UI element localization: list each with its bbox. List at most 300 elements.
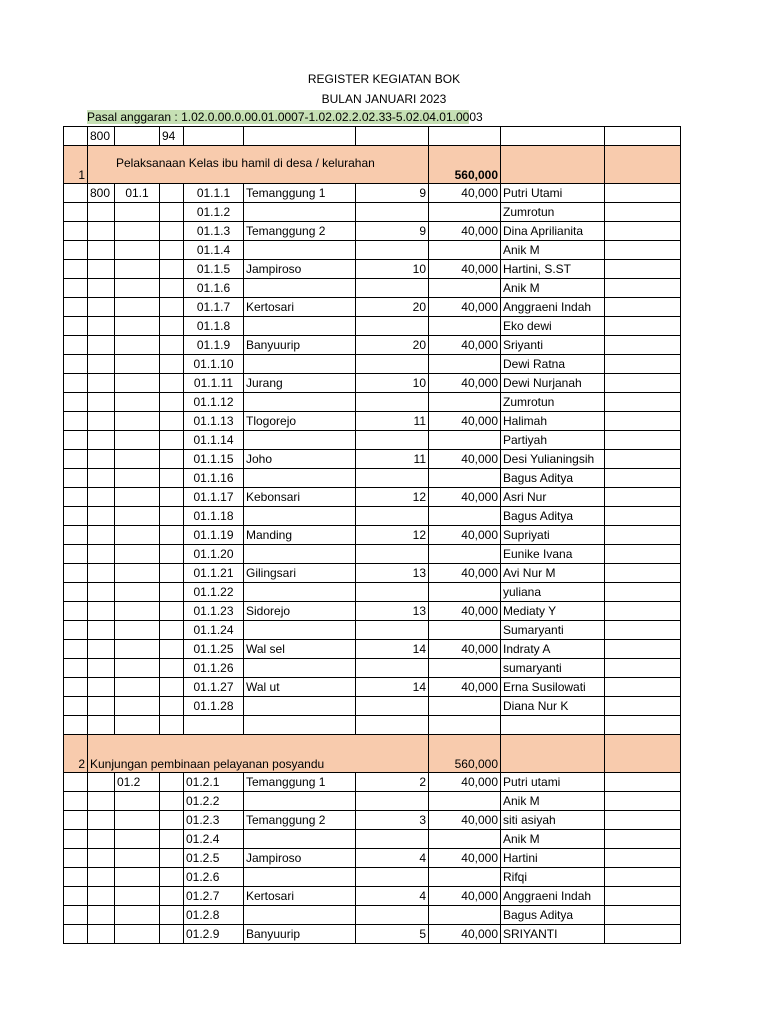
empty-cell [115, 640, 160, 659]
empty-cell [115, 279, 160, 298]
sub-activity-code: 01.2.3 [184, 811, 244, 830]
empty-cell [88, 545, 115, 564]
amount: 40,000 [429, 450, 501, 469]
sub-activity-code: 01.2.9 [184, 925, 244, 944]
empty-cell [160, 488, 184, 507]
empty-cell [64, 374, 88, 393]
section-title: Pelaksanaan Kelas ibu hamil di desa / kelurahan [116, 156, 375, 170]
empty-cell [64, 336, 88, 355]
empty-cell [160, 545, 184, 564]
officer-name: sumaryanti [501, 659, 605, 678]
empty-cell [64, 431, 88, 450]
officer-name: yuliana [501, 583, 605, 602]
quantity: 5 [356, 925, 429, 944]
quantity: 14 [356, 640, 429, 659]
quantity: 20 [356, 298, 429, 317]
officer-name: Eko dewi [501, 317, 605, 336]
amount [429, 393, 501, 412]
empty-cell [64, 792, 88, 811]
empty-cell [115, 564, 160, 583]
location [244, 792, 356, 811]
location [244, 697, 356, 716]
sub-activity-code: 01.2.4 [184, 830, 244, 849]
empty-cell [88, 564, 115, 583]
empty-cell [356, 716, 429, 735]
empty-cell [605, 735, 681, 773]
empty-cell [605, 203, 681, 222]
empty-cell [115, 811, 160, 830]
table-row [64, 260, 681, 279]
register-title: REGISTER KEGIATAN BOK [307, 72, 461, 86]
empty-cell [605, 298, 681, 317]
empty-cell [160, 792, 184, 811]
empty-cell [88, 317, 115, 336]
sub-activity-code: 01.1.5 [184, 260, 244, 279]
sub-activity-code: 01.1.16 [184, 469, 244, 488]
sub-activity-code: 01.1.21 [184, 564, 244, 583]
officer-name: Diana Nur K [501, 697, 605, 716]
location: Banyuurip [244, 336, 356, 355]
empty-cell [88, 678, 115, 697]
quantity [356, 697, 429, 716]
sub-activity-code: 01.1.19 [184, 526, 244, 545]
empty-cell [88, 336, 115, 355]
empty-cell [605, 830, 681, 849]
empty-cell [160, 279, 184, 298]
sub-activity-code: 01.1.12 [184, 393, 244, 412]
officer-name: Anik M [501, 792, 605, 811]
location [244, 659, 356, 678]
amount: 40,000 [429, 184, 501, 203]
empty-cell [115, 469, 160, 488]
amount [429, 431, 501, 450]
empty-cell [64, 317, 88, 336]
empty-cell [605, 564, 681, 583]
empty-cell [605, 526, 681, 545]
table-row [64, 868, 681, 887]
sub-activity-code: 01.2.2 [184, 792, 244, 811]
table-row [64, 526, 681, 545]
location [244, 583, 356, 602]
amount [429, 906, 501, 925]
empty-cell [64, 488, 88, 507]
amount [429, 621, 501, 640]
account-code [88, 773, 115, 792]
amount: 40,000 [429, 412, 501, 431]
amount [429, 355, 501, 374]
sub-activity-code: 01.1.25 [184, 640, 244, 659]
quantity [356, 868, 429, 887]
amount: 40,000 [429, 526, 501, 545]
empty-cell [160, 241, 184, 260]
sub-activity-code: 01.1.15 [184, 450, 244, 469]
amount: 40,000 [429, 887, 501, 906]
empty-cell [88, 887, 115, 906]
empty-cell [64, 469, 88, 488]
table-row [64, 697, 681, 716]
table-row [64, 621, 681, 640]
empty-cell [88, 374, 115, 393]
location: Temanggung 2 [244, 222, 356, 241]
table-row [64, 678, 681, 697]
sub-activity-code: 01.1.22 [184, 583, 244, 602]
table-row [64, 659, 681, 678]
empty-cell [64, 697, 88, 716]
empty-cell [160, 450, 184, 469]
table-row [64, 412, 681, 431]
quantity: 14 [356, 678, 429, 697]
amount [429, 317, 501, 336]
table-row [64, 355, 681, 374]
activity-code: 01.2 [115, 773, 160, 792]
empty-cell [64, 621, 88, 640]
empty-cell [88, 526, 115, 545]
location [244, 431, 356, 450]
officer-name: Anggraeni Indah [501, 887, 605, 906]
empty-cell [160, 526, 184, 545]
location [244, 317, 356, 336]
section-total: 560,000 [429, 146, 501, 184]
empty-cell [64, 602, 88, 621]
table-row [64, 279, 681, 298]
location: Gilingsari [244, 564, 356, 583]
empty-cell [160, 811, 184, 830]
empty-cell [160, 374, 184, 393]
amount [429, 203, 501, 222]
empty-cell [605, 146, 681, 184]
empty-cell [605, 507, 681, 526]
amount: 40,000 [429, 374, 501, 393]
location: Jampiroso [244, 849, 356, 868]
empty-cell [64, 906, 88, 925]
location: Tlogorejo [244, 412, 356, 431]
empty-cell [605, 621, 681, 640]
quantity: 9 [356, 184, 429, 203]
officer-name: Mediaty Y [501, 602, 605, 621]
sub-activity-code: 01.1.28 [184, 697, 244, 716]
empty-cell [64, 659, 88, 678]
location: Wal ut [244, 678, 356, 697]
empty-cell [160, 583, 184, 602]
table-row [64, 811, 681, 830]
empty-cell [160, 868, 184, 887]
amount: 40,000 [429, 488, 501, 507]
empty-cell [605, 469, 681, 488]
empty-cell [160, 393, 184, 412]
empty-cell [64, 678, 88, 697]
sub-activity-code: 01.1.17 [184, 488, 244, 507]
empty-cell [605, 583, 681, 602]
table-row [64, 469, 681, 488]
empty-cell [160, 602, 184, 621]
empty-cell [605, 393, 681, 412]
officer-name: Desi Yulianingsih [501, 450, 605, 469]
section-header-row [64, 146, 681, 184]
officer-name: Bagus Aditya [501, 469, 605, 488]
location [244, 830, 356, 849]
table-row [64, 640, 681, 659]
location: Wal sel [244, 640, 356, 659]
empty-cell [88, 412, 115, 431]
empty-cell [88, 507, 115, 526]
quantity [356, 906, 429, 925]
quantity [356, 431, 429, 450]
empty-cell [160, 678, 184, 697]
empty-cell [64, 811, 88, 830]
empty-cell [88, 393, 115, 412]
empty-cell [244, 716, 356, 735]
sub-activity-code: 01.1.2 [184, 203, 244, 222]
quantity [356, 469, 429, 488]
empty-cell [115, 393, 160, 412]
empty-cell [64, 640, 88, 659]
location: Jurang [244, 374, 356, 393]
location: Joho [244, 450, 356, 469]
empty-cell [88, 868, 115, 887]
empty-cell [115, 222, 160, 241]
table-row [64, 583, 681, 602]
empty-cell [64, 298, 88, 317]
quantity [356, 355, 429, 374]
empty-cell [88, 792, 115, 811]
empty-cell [115, 488, 160, 507]
empty-cell [605, 659, 681, 678]
empty-cell [115, 906, 160, 925]
quantity [356, 583, 429, 602]
empty-cell [605, 488, 681, 507]
empty-cell [605, 602, 681, 621]
sub-activity-code: 01.1.14 [184, 431, 244, 450]
empty-cell [88, 621, 115, 640]
location [244, 507, 356, 526]
location: Temanggung 1 [244, 184, 356, 203]
location [244, 469, 356, 488]
empty-cell [64, 412, 88, 431]
amount: 40,000 [429, 773, 501, 792]
table-row [64, 792, 681, 811]
sub-activity-code: 01.2.5 [184, 849, 244, 868]
quantity: 4 [356, 849, 429, 868]
empty-cell [115, 260, 160, 279]
code-cell: 94 [160, 127, 184, 146]
empty-cell [605, 906, 681, 925]
sub-activity-code: 01.1.10 [184, 355, 244, 374]
empty-cell [605, 697, 681, 716]
section-header-row [64, 735, 681, 773]
empty-cell [115, 241, 160, 260]
register-subtitle: BULAN JANUARI 2023 [321, 92, 447, 106]
empty-cell [88, 640, 115, 659]
spacer-row [64, 716, 681, 735]
quantity: 11 [356, 450, 429, 469]
sub-activity-code: 01.1.23 [184, 602, 244, 621]
empty-cell [115, 526, 160, 545]
code-row [64, 127, 681, 146]
empty-cell [88, 602, 115, 621]
sub-activity-code: 01.1.13 [184, 412, 244, 431]
quantity: 3 [356, 811, 429, 830]
table-row [64, 450, 681, 469]
amount: 40,000 [429, 564, 501, 583]
quantity [356, 659, 429, 678]
officer-name: Putri utami [501, 773, 605, 792]
quantity: 10 [356, 374, 429, 393]
empty-cell [160, 697, 184, 716]
empty-cell [160, 184, 184, 203]
empty-cell [88, 431, 115, 450]
officer-name: Dewi Ratna [501, 355, 605, 374]
empty-cell [88, 488, 115, 507]
empty-cell [64, 279, 88, 298]
empty-cell [605, 868, 681, 887]
sub-activity-code: 01.1.11 [184, 374, 244, 393]
officer-name: Bagus Aditya [501, 507, 605, 526]
empty-cell [160, 260, 184, 279]
table-row [64, 849, 681, 868]
empty-cell [605, 792, 681, 811]
empty-cell [115, 298, 160, 317]
empty-cell [115, 431, 160, 450]
amount [429, 279, 501, 298]
empty-cell [88, 260, 115, 279]
amount [429, 868, 501, 887]
quantity [356, 545, 429, 564]
empty-cell [64, 450, 88, 469]
empty-cell [64, 716, 88, 735]
empty-cell [64, 355, 88, 374]
empty-cell [115, 317, 160, 336]
amount: 40,000 [429, 640, 501, 659]
empty-cell [88, 697, 115, 716]
quantity [356, 507, 429, 526]
amount [429, 830, 501, 849]
table-row [64, 507, 681, 526]
officer-name: Sriyanti [501, 336, 605, 355]
amount: 40,000 [429, 298, 501, 317]
sub-activity-code: 01.1.4 [184, 241, 244, 260]
location: Jampiroso [244, 260, 356, 279]
officer-name: Anggraeni Indah [501, 298, 605, 317]
empty-cell [64, 203, 88, 222]
officer-name: Partiyah [501, 431, 605, 450]
empty-cell [115, 412, 160, 431]
empty-cell [160, 887, 184, 906]
location: Kertosari [244, 298, 356, 317]
empty-cell [160, 469, 184, 488]
pasal-anggaran-tail: 03 [469, 110, 483, 124]
location: Sidorejo [244, 602, 356, 621]
pasal-anggaran-highlight: Pasal anggaran : 1.02.0.00.0.00.01.0007-1.02.02.2.02.33-5.02.04.01.00 [87, 110, 470, 124]
empty-cell [64, 526, 88, 545]
empty-cell [605, 431, 681, 450]
table-row [64, 203, 681, 222]
officer-name: Avi Nur M [501, 564, 605, 583]
empty-cell [64, 241, 88, 260]
officer-name: Indraty A [501, 640, 605, 659]
location: Banyuurip [244, 925, 356, 944]
location [244, 621, 356, 640]
empty-cell [115, 868, 160, 887]
quantity: 13 [356, 564, 429, 583]
empty-cell [160, 431, 184, 450]
amount [429, 659, 501, 678]
section-number: 1 [64, 146, 88, 184]
empty-cell [115, 602, 160, 621]
table-row [64, 830, 681, 849]
table-row [64, 393, 681, 412]
officer-name: Dewi Nurjanah [501, 374, 605, 393]
officer-name: Halimah [501, 412, 605, 431]
officer-name: Bagus Aditya [501, 906, 605, 925]
empty-cell [160, 507, 184, 526]
empty-cell [64, 545, 88, 564]
empty-cell [64, 393, 88, 412]
empty-cell [64, 849, 88, 868]
empty-cell [160, 355, 184, 374]
section-title-cell [88, 735, 429, 773]
amount: 40,000 [429, 678, 501, 697]
location [244, 545, 356, 564]
empty-cell [88, 469, 115, 488]
officer-name: Anik M [501, 241, 605, 260]
empty-cell [88, 450, 115, 469]
section-number: 2 [64, 735, 88, 773]
location [244, 868, 356, 887]
empty-cell [88, 583, 115, 602]
quantity [356, 317, 429, 336]
empty-cell [160, 336, 184, 355]
empty-cell [605, 849, 681, 868]
empty-cell [605, 887, 681, 906]
empty-cell [115, 355, 160, 374]
quantity: 20 [356, 336, 429, 355]
empty-cell [64, 868, 88, 887]
table-row [64, 222, 681, 241]
empty-cell [605, 678, 681, 697]
empty-cell [160, 317, 184, 336]
quantity: 10 [356, 260, 429, 279]
quantity [356, 279, 429, 298]
amount: 40,000 [429, 811, 501, 830]
quantity [356, 241, 429, 260]
location: Temanggung 1 [244, 773, 356, 792]
quantity [356, 393, 429, 412]
amount: 40,000 [429, 602, 501, 621]
empty-cell [115, 336, 160, 355]
amount: 40,000 [429, 849, 501, 868]
empty-cell [605, 450, 681, 469]
empty-cell [64, 583, 88, 602]
empty-cell [160, 564, 184, 583]
empty-cell [88, 811, 115, 830]
empty-cell [88, 298, 115, 317]
table-row [64, 602, 681, 621]
empty-cell [605, 811, 681, 830]
empty-cell [605, 241, 681, 260]
empty-cell [88, 279, 115, 298]
empty-cell [64, 887, 88, 906]
empty-cell [605, 222, 681, 241]
officer-name: Supriyati [501, 526, 605, 545]
amount: 40,000 [429, 222, 501, 241]
empty-cell [64, 184, 88, 203]
officer-name: Hartini, S.ST [501, 260, 605, 279]
empty-cell [160, 203, 184, 222]
officer-name: Zumrotun [501, 203, 605, 222]
table-row [64, 317, 681, 336]
table-row [64, 431, 681, 450]
empty-cell [88, 203, 115, 222]
